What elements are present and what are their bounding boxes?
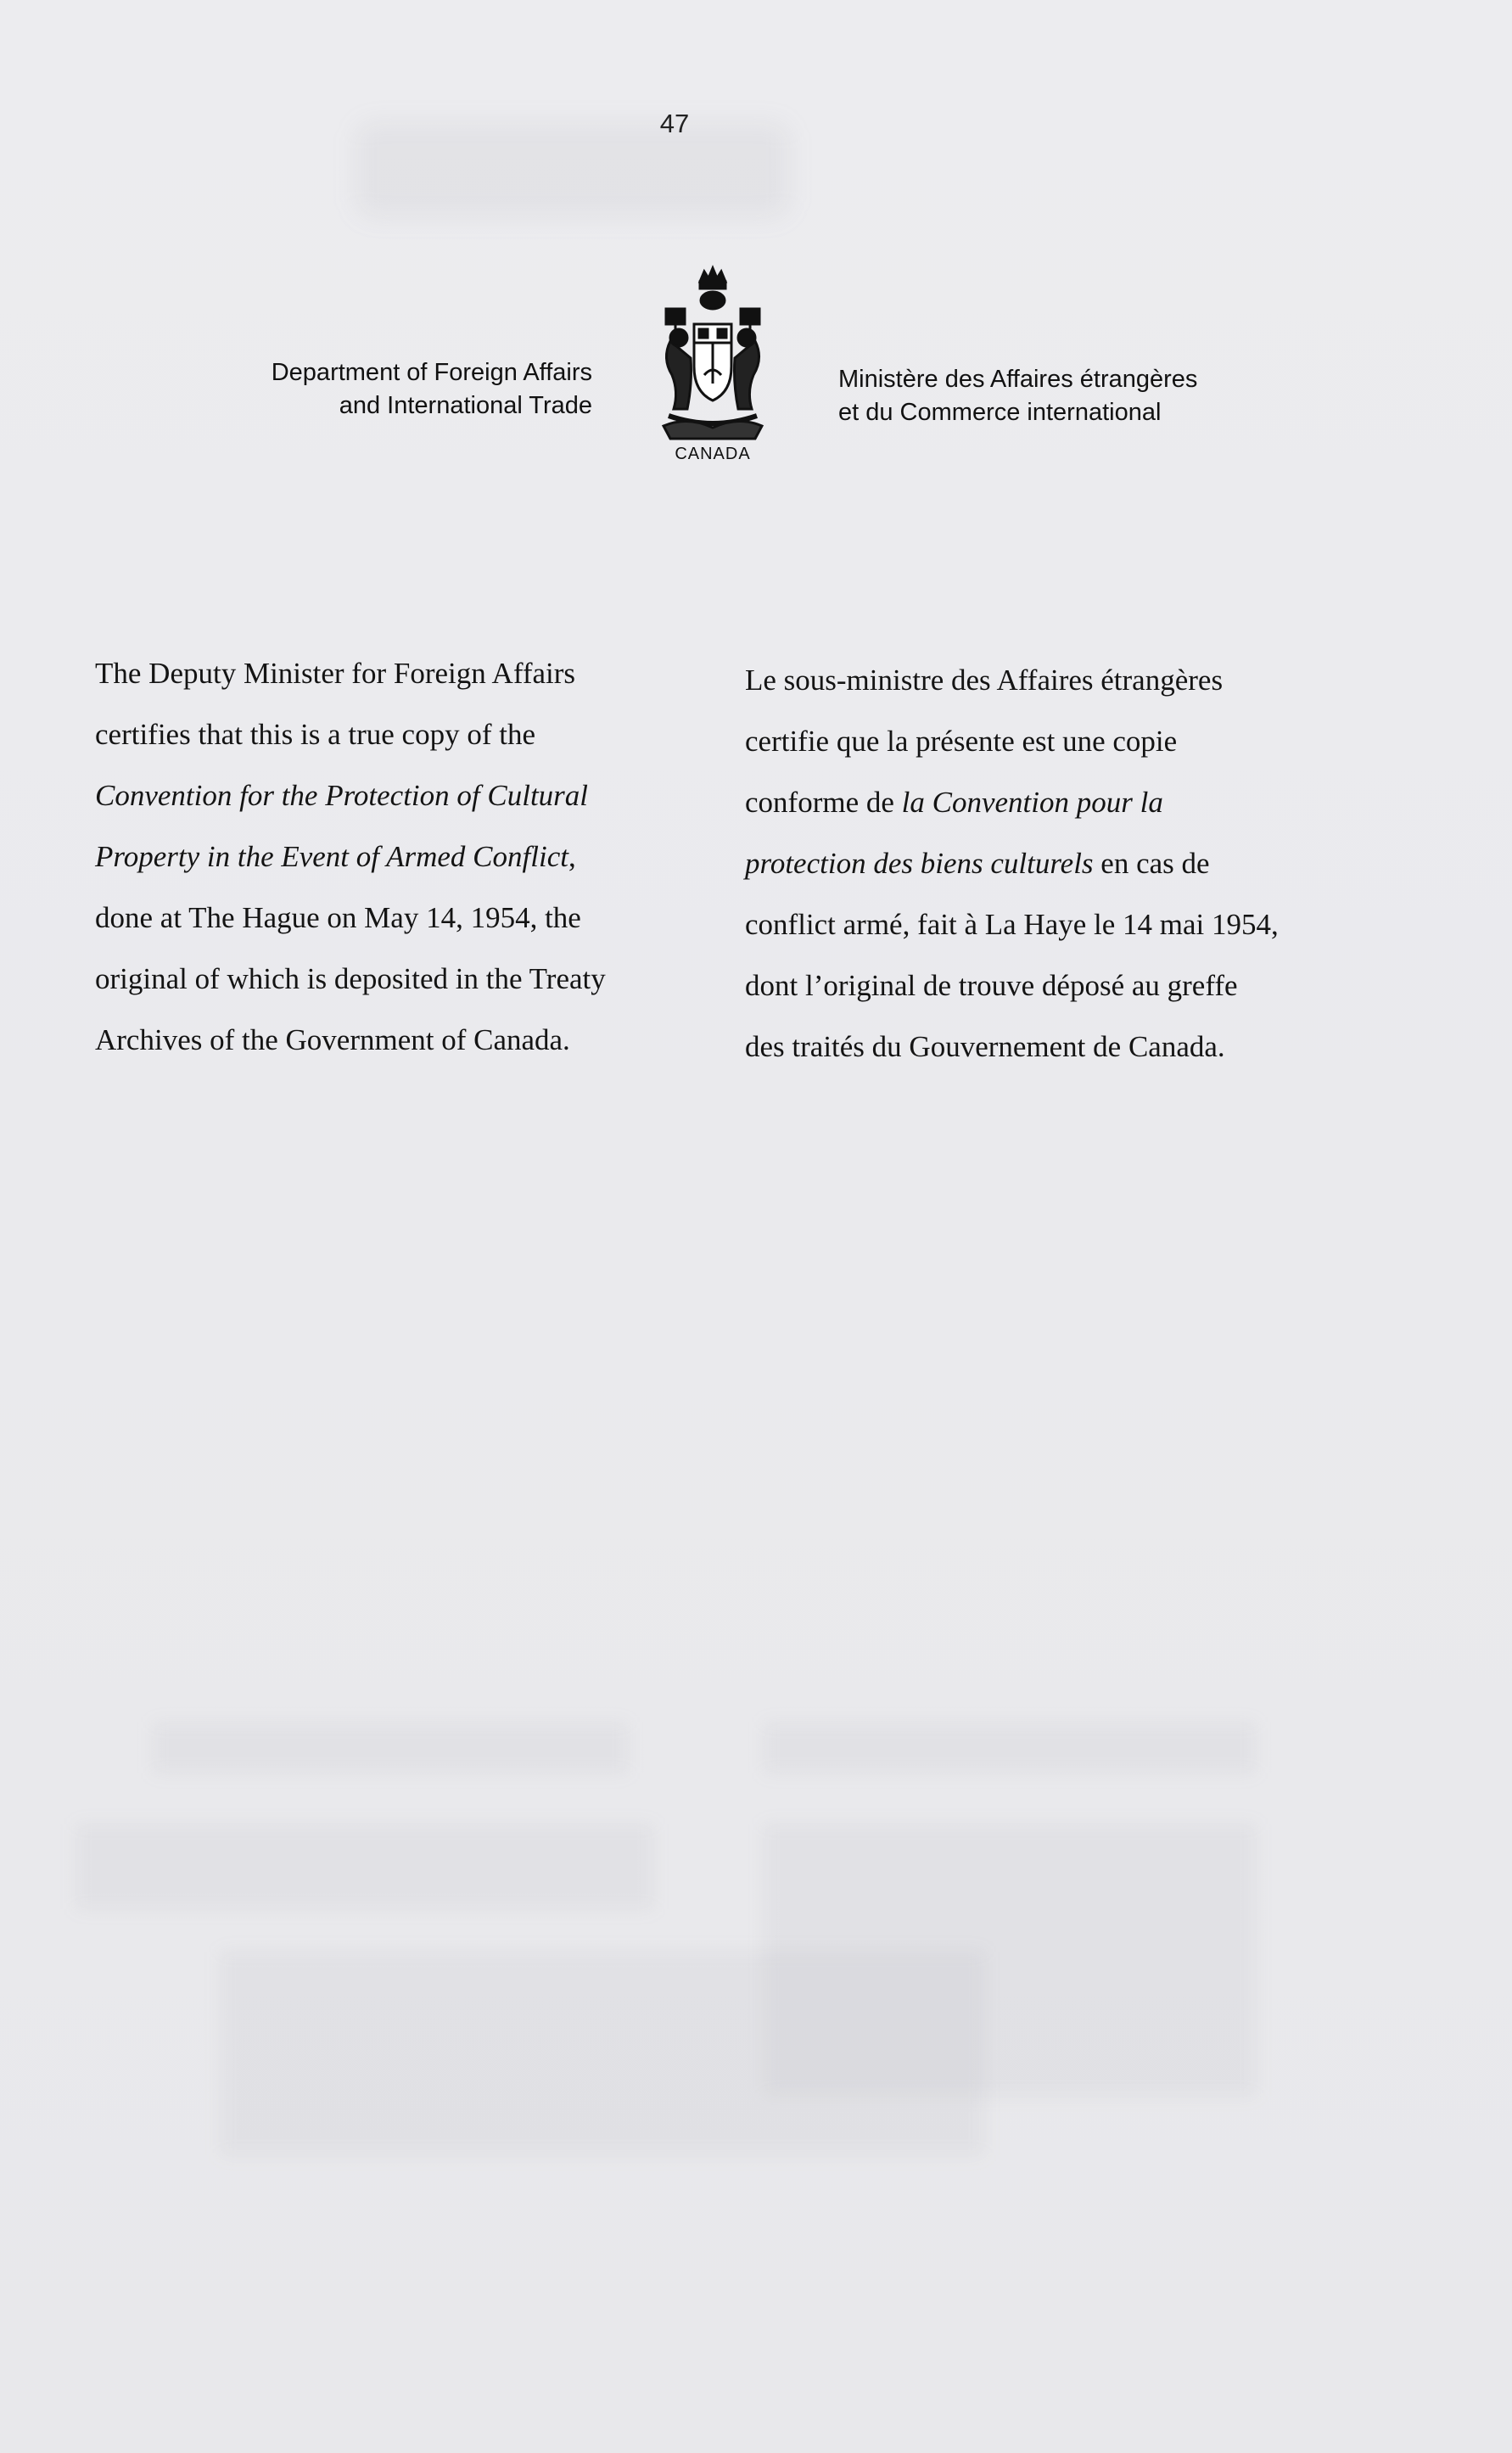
certification-line	[95, 765, 689, 826]
certification-line: certifies that this is a true copy of the	[95, 718, 536, 751]
convention-title: protection des biens culturels	[745, 847, 1094, 880]
certification-line: protection des biens culturels en cas de	[745, 847, 1210, 880]
bleed-through-shadow	[76, 1824, 653, 1909]
bleed-through-shadow	[221, 1952, 984, 2155]
bleed-through-shadow	[764, 1722, 1256, 1773]
certification-english	[95, 643, 689, 1071]
certification-line: Property in the Event of Armed Conflict,	[95, 840, 576, 873]
country-label: CANADA	[675, 445, 751, 463]
bleed-through-shadow	[153, 1722, 628, 1773]
certification-line: Archives of the Government of Canada.	[95, 1023, 570, 1056]
certification-line: original of which is deposited in the Treaty	[95, 962, 606, 995]
department-name-french: Ministère des Affaires étrangères et du Commerce international	[838, 366, 1198, 426]
certification-line: The Deputy Minister for Foreign Affairs	[95, 657, 576, 690]
convention-title: Convention for the Protection of Cultural	[95, 779, 589, 812]
convention-title: Property in the Event of Armed Conflict	[95, 840, 568, 873]
certification-line: conforme de la Convention pour la	[745, 786, 1163, 819]
certification-line: done at The Hague on May 14, 1954, the	[95, 901, 581, 934]
certification-french	[745, 650, 1390, 1078]
certification-line: dont l’original de trouve déposé au greffe	[745, 969, 1238, 1002]
certification-line: certifie que la présente est une copie	[745, 725, 1178, 758]
coat-of-arms-icon	[653, 265, 772, 443]
certification-line: Le sous-ministre des Affaires étrangères	[745, 664, 1224, 697]
certification-line: des traités du Gouvernement de Canada.	[745, 1030, 1225, 1063]
department-name-english: Department of Foreign Affairs and International Trade	[271, 359, 592, 419]
convention-title: la Convention pour la	[901, 786, 1163, 819]
certification-line: conflict armé, fait à La Haye le 14 mai 1954,	[745, 908, 1279, 941]
page-number: 47	[659, 109, 690, 138]
